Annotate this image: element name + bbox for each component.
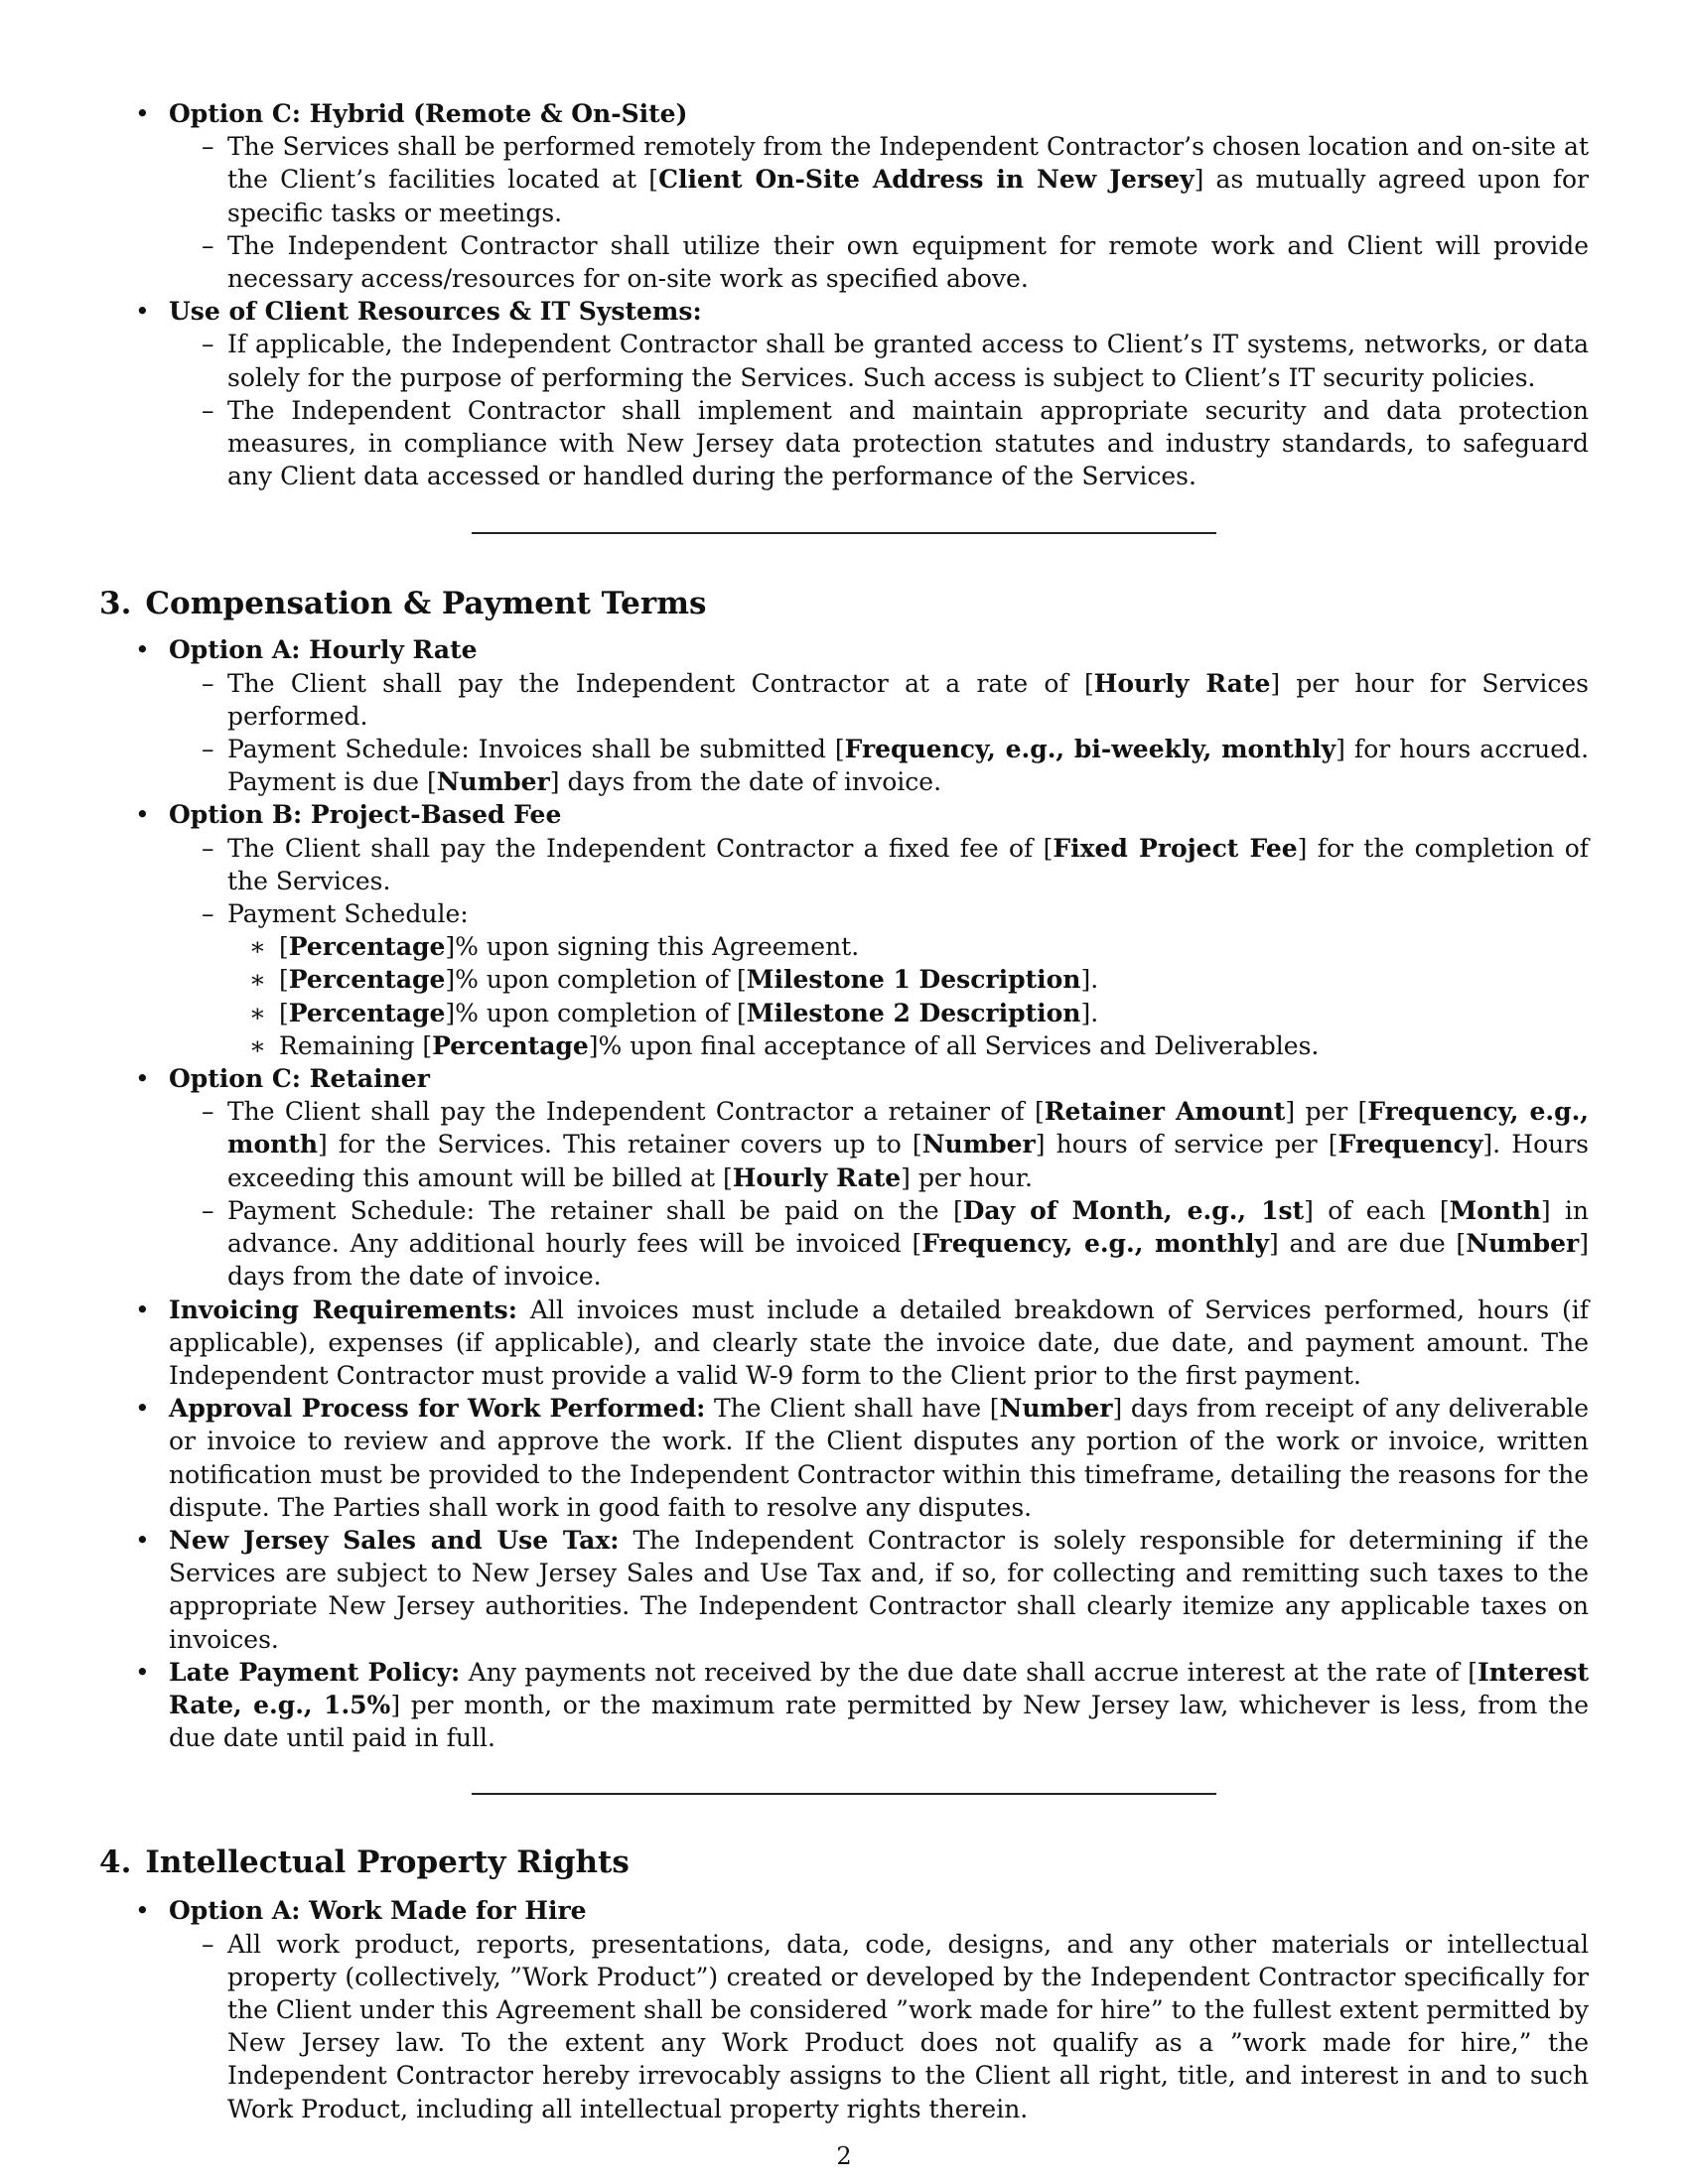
list-item: • Late Payment Policy: Any payments not received by the due date shall accrue interest at the rate of [Interest Rate, e.g., 1.5%] per month, or the maximum rate permitted by New Jersey law, whichever is less, from the due date until paid in full. <box>99 1656 1589 1755</box>
list-item: – The Client shall pay the Independent Contractor at a rate of [Hourly Rate] per hour for Services performed. <box>169 667 1589 733</box>
ip-rights-list <box>99 1894 1589 2124</box>
list-item: • Approval Process for Work Performed: The Client shall have [Number] days from receipt of any deliverable or invoice to review and approve the work. If the Client disputes any portion of the work or invoice, written notification must be provided to the Independent Contractor within this timeframe, detailing the reasons for the dispute. The Parties shall work in good faith to resolve any disputes. <box>99 1392 1589 1524</box>
invoicing-label: Invoicing Requirements: <box>169 1295 517 1324</box>
list-item: ∗ Remaining [Percentage]% upon final acceptance of all Services and Deliverables. <box>227 1029 1589 1062</box>
approval-label: Approval Process for Work Performed: <box>169 1394 706 1424</box>
client-resources-title: Use of Client Resources & IT Systems: <box>169 297 702 327</box>
list-item: ∗ [Percentage]% upon completion of [Milestone 2 Description]. <box>227 997 1589 1029</box>
list-item: ∗ [Percentage]% upon signing this Agreement. <box>227 930 1589 963</box>
list-item <box>99 97 1589 295</box>
tax-label: New Jersey Sales and Use Tax: <box>169 1525 620 1555</box>
list-item: – Payment Schedule: The retainer shall be paid on the [Day of Month, e.g., 1st] of each [Month] in advance. Any additional hourly fees will be invoiced [Frequency, e.g., monthly] and are due [Number] days from the date of invoice. <box>169 1194 1589 1294</box>
list-item: – The Services shall be performed remotely from the Independent Contractor’s chosen location and on-site at the Client’s facilities located at [Client On-Site Address in New Jersey] as mutually agreed upon for specific tasks or meetings. <box>169 130 1589 229</box>
list-item <box>99 1894 1589 2124</box>
list-item: ∗ [Percentage]% upon completion of [Milestone 1 Description]. <box>227 963 1589 996</box>
list-item: – If applicable, the Independent Contractor shall be granted access to Client’s IT systems, networks, or data solely for the purpose of performing the Services. Such access is subject to Client’s IT security policies. <box>169 328 1589 393</box>
option-b-project-title: Option B: Project-Based Fee <box>169 800 562 830</box>
top-list <box>99 97 1589 492</box>
horizontal-divider <box>472 1793 1216 1795</box>
list-item: – The Client shall pay the Independent Contractor a retainer of [Retainer Amount] per [Frequency, e.g., month] for the Services. This retainer covers up to [Number] hours of service per [Frequency]. Hours exceeding this amount will be billed at [Hourly Rate] per hour. <box>169 1095 1589 1194</box>
compensation-list <box>99 633 1589 1754</box>
late-payment-label: Late Payment Policy: <box>169 1657 461 1687</box>
option-a-work-for-hire-title: Option A: Work Made for Hire <box>169 1896 587 1926</box>
list-item: • Invoicing Requirements: All invoices must include a detailed breakdown of Services performed, hours (if applicable), expenses (if applicable), and clearly state the invoice date, due date, and payment amount. The Independent Contractor must provide a valid W-9 form to the Client prior to the first payment. <box>99 1294 1589 1393</box>
list-item <box>99 295 1589 492</box>
list-item <box>99 1062 1589 1293</box>
list-item: • New Jersey Sales and Use Tax: The Independent Contractor is solely responsible for determining if the Services are subject to New Jersey Sales and Use Tax and, if so, for collecting and remitting such taxes to the appropriate New Jersey authorities. The Independent Contractor shall clearly itemize any applicable taxes on invoices. <box>99 1524 1589 1656</box>
list-item <box>99 633 1589 798</box>
list-item: – The Independent Contractor shall utilize their own equipment for remote work and Client will provide necessary access/resources for on-site work as specified above. <box>169 229 1589 295</box>
list-item: – The Independent Contractor shall implement and maintain appropriate security and data protection measures, in compliance with New Jersey data protection statutes and industry standards, to safeguard any Client data accessed or handled during the performance of the Services. <box>169 394 1589 493</box>
section-4-heading: 4. Intellectual Property Rights <box>99 1844 630 1881</box>
list-item: – Payment Schedule: ∗ [Percentage]% upon signing this Agreement. ∗ [Percentage]% upon completion of [Milestone 1 Description]. ∗ [Percentage]% upon completion of [Milestone 2 Description]. ∗ Remaining [Percentage]% upon final acceptance of all Services and Deliverables. <box>169 897 1589 1062</box>
horizontal-divider <box>472 532 1216 534</box>
document-page <box>99 97 1589 2125</box>
list-item <box>99 798 1589 1062</box>
section-3-heading: 3. Compensation & Payment Terms <box>99 586 707 622</box>
option-c-hybrid-title: Option C: Hybrid (Remote & On-Site) <box>169 99 688 128</box>
list-item: – Payment Schedule: Invoices shall be submitted [Frequency, e.g., bi-weekly, monthly] for hours accrued. Payment is due [Number] days from the date of invoice. <box>169 733 1589 798</box>
option-a-hourly-title: Option A: Hourly Rate <box>169 635 478 665</box>
option-c-retainer-title: Option C: Retainer <box>169 1064 430 1094</box>
list-item: – The Client shall pay the Independent Contractor a fixed fee of [Fixed Project Fee] for the completion of the Services. <box>169 832 1589 897</box>
page-number: 2 <box>836 2142 852 2170</box>
list-item: – All work product, reports, presentations, data, code, designs, and any other materials or intellectual property (collectively, ”Work Product”) created or developed by the Independent Contractor specifically for the Client under this Agreement shall be considered ”work made for hire” to the fullest extent permitted by New Jersey law. To the extent any Work Product does not qualify as a ”work made for hire,” the Independent Contractor hereby irrevocably assigns to the Client all right, title, and interest in and to such Work Product, including all intellectual property rights therein. <box>169 1928 1589 2125</box>
